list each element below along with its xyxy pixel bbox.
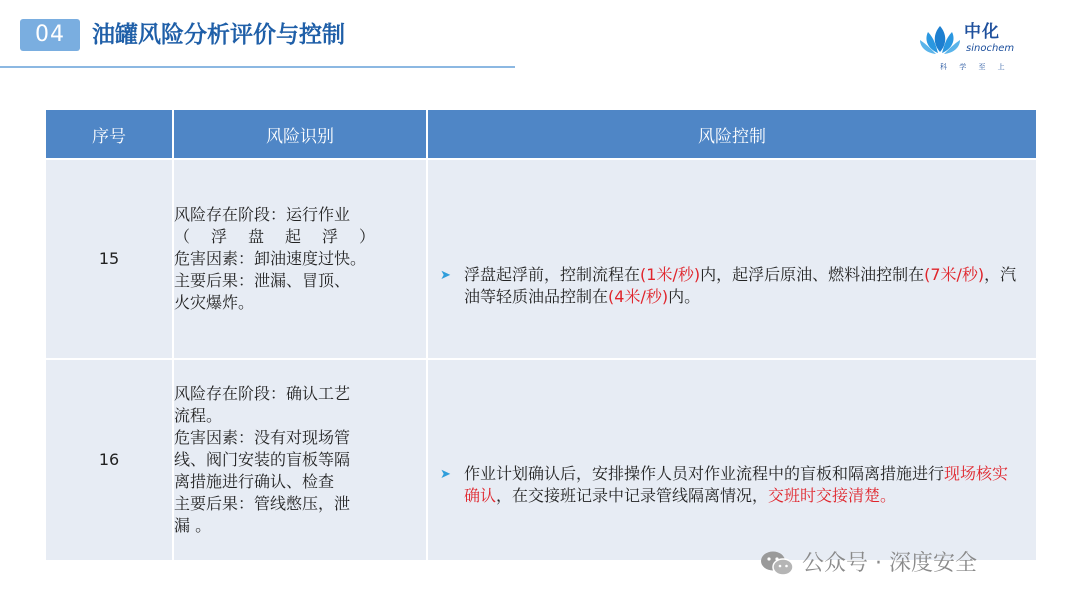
logo-name-en: sinochem (966, 43, 1015, 54)
table-row (45, 159, 1037, 359)
identification-line: 主要后果：管线憋压，泄 (174, 494, 351, 513)
section-number-badge: 04 (20, 19, 80, 51)
header-risk-control: 风险控制 (427, 109, 1037, 159)
identification-line: 离措施进行确认、检查 (174, 472, 335, 491)
row-number: 15 (45, 159, 173, 359)
header-risk-identification: 风险识别 (173, 109, 427, 159)
logo-tagline: 科 学 至 上 (940, 63, 1010, 71)
sinochem-logo (918, 18, 1018, 74)
control-highlight: 现场核实确认 (464, 464, 1009, 505)
wechat-icon (760, 550, 794, 578)
risk-control-cell (427, 359, 1037, 561)
watermark (760, 548, 1060, 580)
identification-line: （浮盘起浮） (174, 227, 397, 246)
identification-line: 线、阀门安装的盲板等隔 (174, 450, 351, 469)
risk-control-cell (427, 159, 1037, 359)
risk-identification-cell (173, 359, 427, 561)
identification-line: 主要后果：泄漏、冒顶、 (174, 271, 351, 290)
identification-line: 流程。 (174, 406, 223, 425)
identification-line: 危害因素：没有对现场管 (174, 428, 351, 447)
watermark-text: 公众号 · 深度安全 (802, 551, 977, 576)
control-highlight: (1米/秒) (640, 265, 701, 284)
control-highlight: (4米/秒) (608, 287, 669, 306)
header-number: 序号 (45, 109, 173, 159)
table-header-row (45, 109, 1037, 159)
control-text: ，汽油等轻质油品控制在 (464, 265, 1017, 306)
triangle-bullet-icon: ➤ (440, 268, 451, 283)
control-highlight: (7米/秒) (924, 265, 985, 284)
control-text: ，在交接班记录中记录管线隔离情况， (496, 486, 769, 505)
control-text: 内。 (668, 287, 701, 306)
risk-identification-cell (173, 159, 427, 359)
logo-name-cn: 中化 (964, 22, 1000, 42)
control-text: 浮盘起浮前，控制流程在 (464, 265, 641, 284)
page-title: 油罐风险分析评价与控制 (92, 22, 345, 48)
row-number: 16 (45, 359, 173, 561)
triangle-bullet-icon: ➤ (440, 467, 451, 482)
identification-line: 风险存在阶段：运行作业 (174, 205, 351, 224)
identification-line: 危害因素：卸油速度过快。 (174, 249, 367, 268)
header-divider (0, 66, 515, 68)
identification-line: 火灾爆炸。 (174, 293, 255, 312)
control-highlight: 交班时交接清楚。 (768, 486, 897, 505)
table-row (45, 359, 1037, 561)
identification-line: 风险存在阶段：确认工艺 (174, 384, 351, 403)
identification-line: 漏 。 (174, 516, 212, 535)
slide-header (0, 0, 1080, 80)
control-text: 作业计划确认后，安排操作人员对作业流程中的盲板和隔离措施进行 (464, 464, 945, 483)
lotus-logo-icon (918, 22, 962, 58)
control-text: 内，起浮后原油、燃料油控制在 (700, 265, 925, 284)
risk-control-table (44, 108, 1038, 562)
